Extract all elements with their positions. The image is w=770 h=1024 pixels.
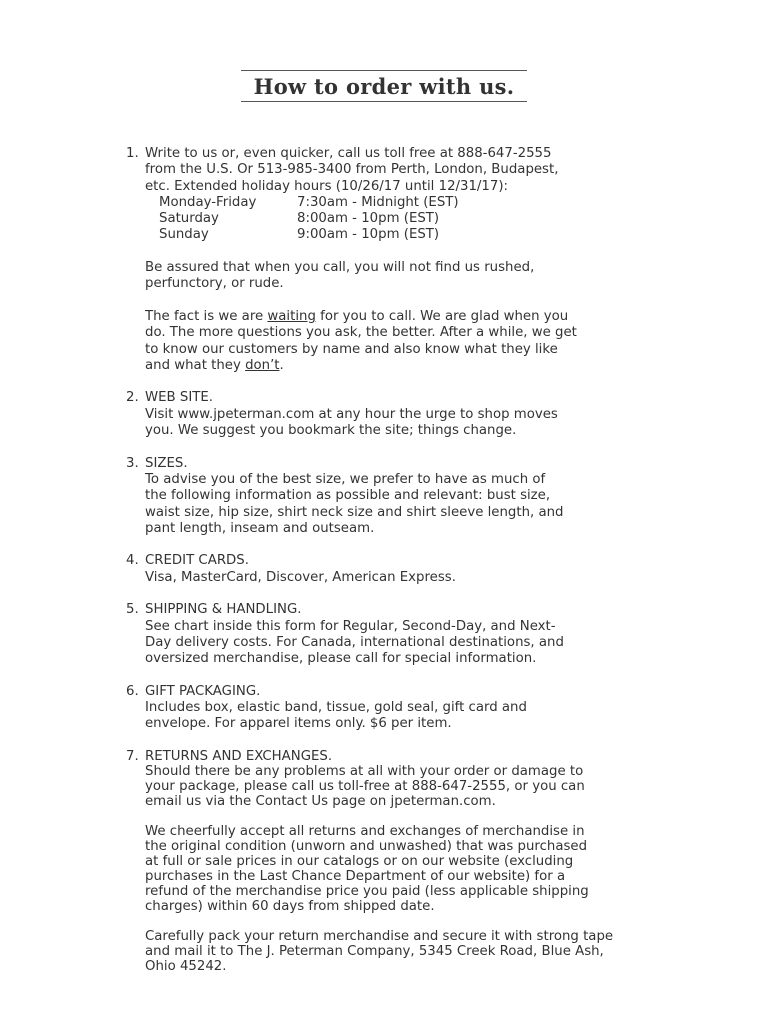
item-line: the original condition (unworn and unwashed) that was purchased [145, 838, 588, 854]
list-item-credit-cards [126, 553, 646, 586]
item-number: 1. [126, 146, 139, 161]
item-line: refund of the merchandise price you paid (less applicable shipping [145, 883, 589, 899]
item-number: 5. [126, 602, 139, 618]
item-line: waist size, hip size, shirt neck size and shirt sleeve length, and [145, 504, 564, 520]
item-line: Includes box, elastic band, tissue, gold seal, gift card and [145, 700, 527, 716]
item-line: Visa, MasterCard, Discover, American Express. [145, 569, 456, 585]
item-number: 6. [126, 683, 139, 699]
item-heading: SIZES. [145, 455, 188, 471]
item-line: See chart inside this form for Regular, Second-Day, and Next- [145, 618, 556, 634]
hours-day: Saturday [159, 211, 219, 227]
hours-row [159, 195, 646, 211]
hours-time: 7:30am - Midnight (EST) [297, 194, 459, 210]
hours-time: 8:00am - 10pm (EST) [297, 211, 440, 227]
item-line: Visit www.jpeterman.com at any hour the urge to shop moves [145, 406, 558, 422]
item-line: pant length, inseam and outseam. [145, 520, 375, 536]
item-line: email us via the Contact Us page on jpeterman.com. [145, 793, 496, 809]
item-line: Ohio 45242. [145, 958, 227, 974]
item-line: and mail it to The J. Peterman Company, 5345 Creek Road, Blue Ash, [145, 943, 604, 959]
list-item-sizes [126, 456, 646, 537]
item-heading: SHIPPING & HANDLING. [145, 602, 302, 618]
item-line: etc. Extended holiday hours (10/26/17 until 12/31/17): [145, 178, 508, 194]
item-number: 3. [126, 455, 139, 471]
item-line: charges) within 60 days from shipped date. [145, 898, 435, 914]
item-line: Should there be any problems at all with your order or damage to [145, 763, 584, 779]
item-heading: CREDIT CARDS. [145, 553, 249, 569]
holiday-hours-table [159, 195, 646, 244]
item-line: Day delivery costs. For Canada, international destinations, and [145, 634, 564, 650]
list-item-shipping [126, 602, 646, 667]
item-number: 4. [126, 553, 139, 569]
item-heading: WEB SITE. [145, 390, 214, 406]
item-line: at full or sale prices in our catalogs or on our website (excluding [145, 853, 574, 869]
item-line [145, 358, 646, 374]
list-item-phone [126, 146, 646, 374]
text-run: and what they [145, 357, 246, 373]
hours-row [159, 211, 646, 227]
item-line [145, 309, 646, 325]
underlined-dont: don’t [245, 357, 280, 373]
underlined-waiting: waiting [267, 308, 316, 324]
item-line: oversized merchandise, please call for special information. [145, 651, 537, 667]
item-heading: RETURNS AND EXCHANGES. [145, 748, 333, 764]
list-item-returns [126, 749, 646, 974]
item-line: envelope. For apparel items only. $6 per item. [145, 716, 452, 732]
hours-row [159, 227, 646, 243]
item-number: 7. [126, 748, 139, 764]
text-run: for you to call. We are glad when you [315, 308, 569, 324]
hours-time: 9:00am - 10pm (EST) [297, 227, 440, 243]
text-run: . [279, 357, 284, 373]
item-line: from the U.S. Or 513-985-3400 from Perth, London, Budapest, [145, 162, 559, 178]
order-instructions-list [126, 146, 646, 974]
item-line: Carefully pack your return merchandise and secure it with strong tape [145, 928, 614, 944]
item-line: To advise you of the best size, we prefer to have as much of [145, 471, 546, 487]
title-rule-box [241, 70, 527, 102]
list-item-web-site [126, 390, 646, 439]
item-line: Be assured that when you call, you will not find us rushed, [145, 260, 535, 276]
item-line: the following information as possible and relevant: bust size, [145, 488, 551, 504]
item-line: your package, please call us toll-free at 888-647-2555, or you can [145, 778, 585, 794]
item-line: purchases in the Last Chance Department of our website) for a [145, 868, 566, 884]
item-line: you. We suggest you bookmark the site; things change. [145, 423, 517, 439]
item-line: Write to us or, even quicker, call us toll free at 888-647-2555 [145, 146, 552, 161]
item-line: to know our customers by name and also know what they like [145, 341, 558, 357]
item-line: We cheerfully accept all returns and exchanges of merchandise in [145, 823, 585, 839]
page-title: How to order with us. [253, 74, 515, 99]
hours-day: Monday-Friday [159, 194, 257, 210]
item-line: perfunctory, or rude. [145, 276, 284, 292]
item-number: 2. [126, 390, 139, 406]
list-item-gift-packaging [126, 684, 646, 733]
item-heading: GIFT PACKAGING. [145, 683, 261, 699]
hours-day: Sunday [159, 227, 209, 243]
text-run: The fact is we are [145, 308, 268, 324]
item-line: do. The more questions you ask, the better. After a while, we get [145, 325, 577, 341]
